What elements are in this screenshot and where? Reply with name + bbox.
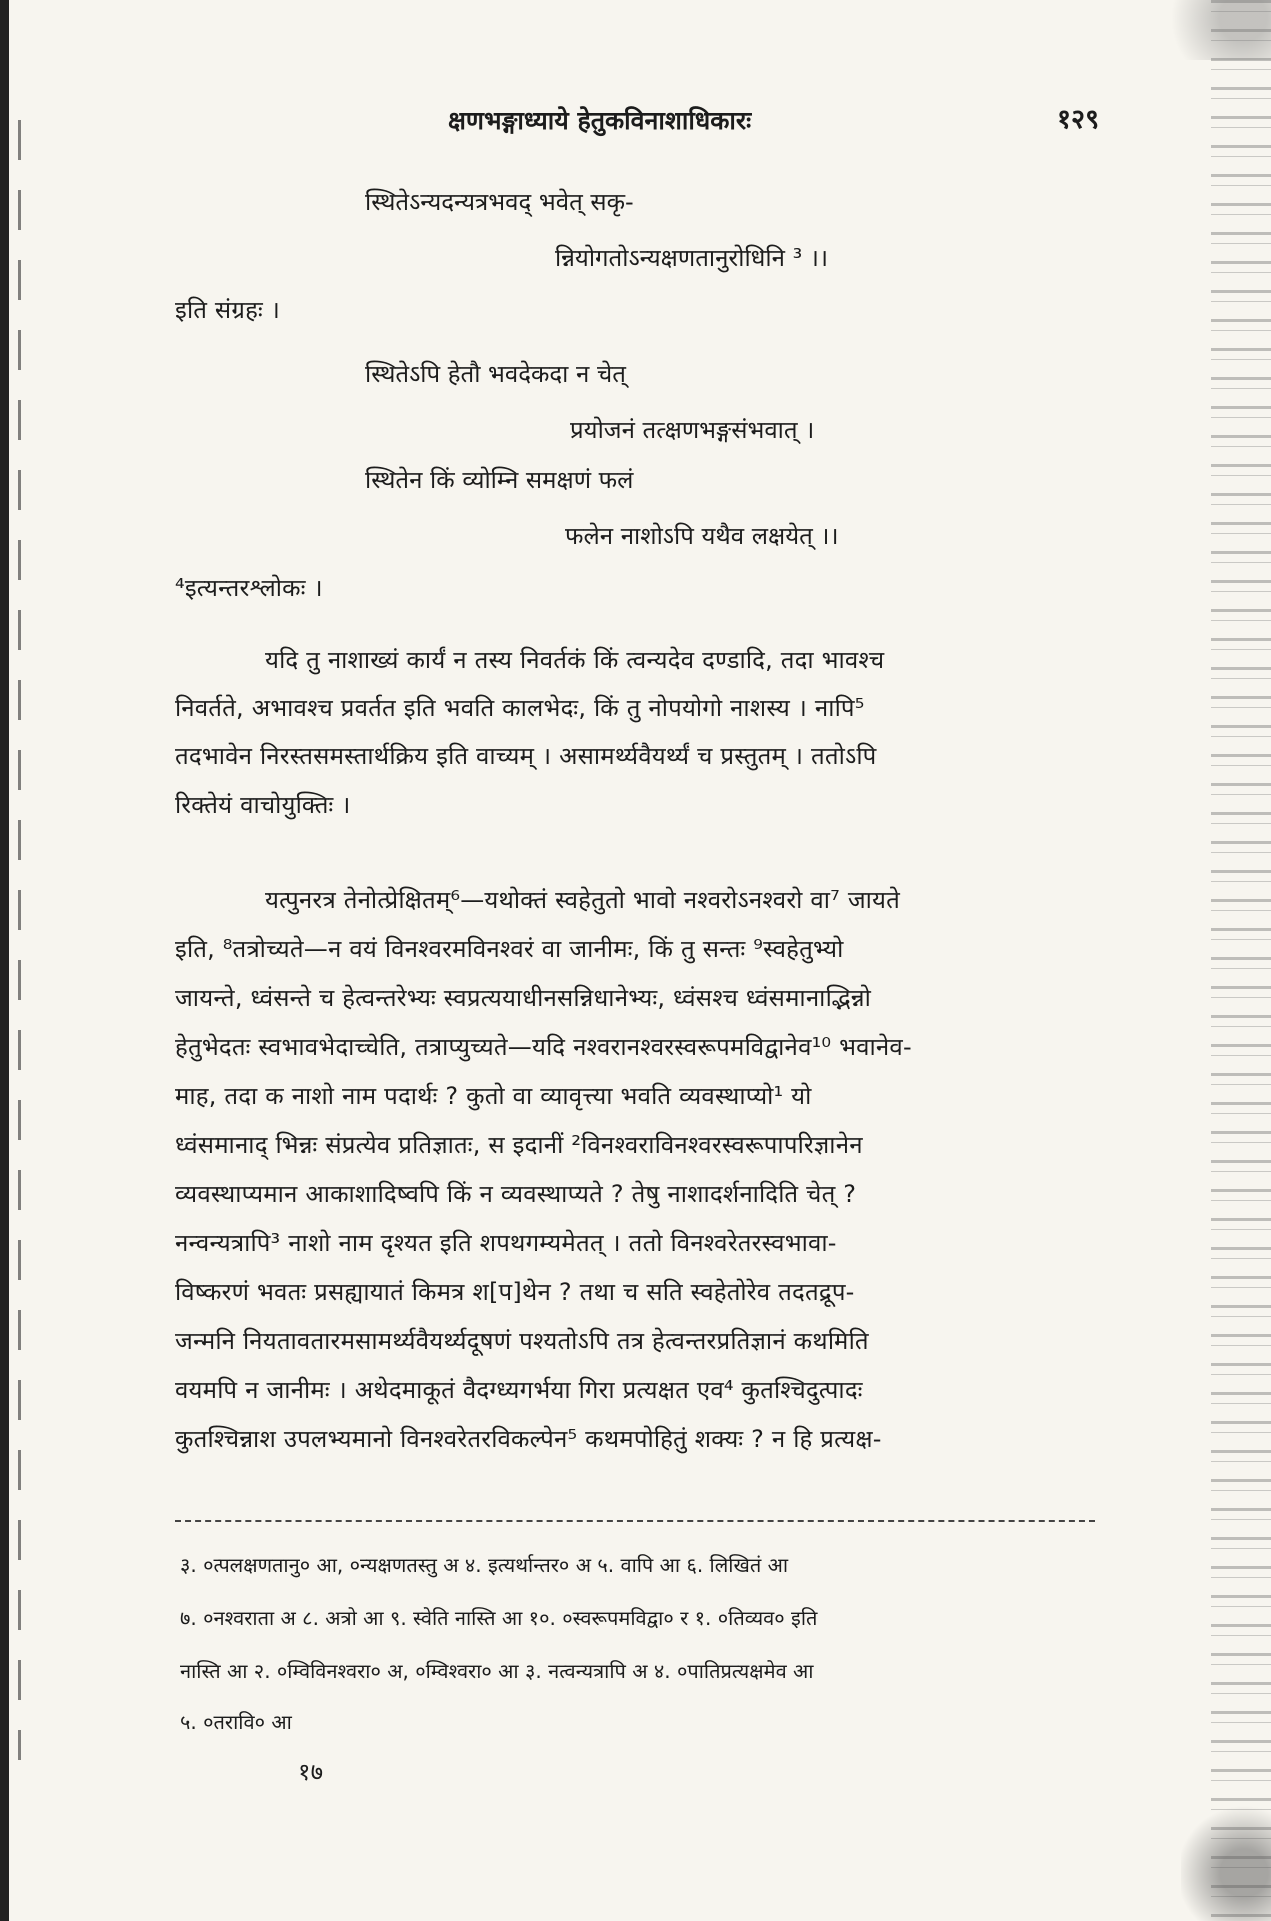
page-number: १२९ bbox=[1057, 104, 1100, 135]
para1-line: रिक्तेयं वाचोयुक्तिः । bbox=[175, 791, 351, 819]
scan-corner-top-right bbox=[1131, 0, 1271, 60]
running-title: क्षणभङ्गाध्याये हेतुकविनाशाधिकारः bbox=[448, 106, 752, 135]
antara-shloka: ⁴इत्यन्तरश्लोकः । bbox=[175, 574, 323, 602]
para2-line: वयमपि न जानीमः । अथेदमाकूतं वैदग्ध्यगर्भया गिरा प्रत्यक्षत एव⁴ कुतश्चिदुत्पादः bbox=[175, 1376, 863, 1404]
footnote-line: ७. ०नश्वराता अ ८. अत्रो आ ९. स्वेति नास्ति आ १०. ०स्वरूपमविद्वा० र १. ०तिव्यव० इति bbox=[180, 1606, 818, 1630]
para1-line: यदि तु नाशाख्यं कार्यं न तस्य निवर्तकं किं त्वन्यदेव दण्डादि, तदा भावश्च bbox=[265, 646, 885, 674]
para2-line: यत्पुनरत्र तेनोत्प्रेक्षितम्⁶—यथोक्तं स्वहेतुतो भावो नश्वरोऽनश्वरो वा⁷ जायते bbox=[265, 886, 901, 914]
iti-sangraha: इति संग्रहः । bbox=[175, 296, 280, 324]
scan-right-edge bbox=[1211, 0, 1271, 1921]
footnote-line: ३. ०त्पलक्षणतानु० आ, ०न्यक्षणतस्तु अ ४. इत्यर्थान्तर० अ ५. वापि आ ६. लिखितं आ bbox=[180, 1553, 789, 1577]
para2-line: हेतुभेदतः स्वभावभेदाच्चेति, तत्राप्युच्यते—यदि नश्वरानश्वरस्वरूपमविद्वानेव¹⁰ भवानेव- bbox=[175, 1033, 912, 1061]
scan-corner-bottom-right bbox=[1181, 1801, 1271, 1921]
verse2-line1: स्थितेऽपि हेतौ भवदेकदा न चेत् bbox=[365, 360, 626, 388]
verse2-line4: फलेन नाशोऽपि यथैव लक्षयेत् ।। bbox=[565, 522, 839, 550]
para2-line: जायन्ते, ध्वंसन्ते च हेत्वन्तरेभ्यः स्वप्रत्ययाधीनसन्निधानेभ्यः, ध्वंसश्च ध्वंसमानाद्भिन्नो bbox=[175, 984, 872, 1012]
para2-line: व्यवस्थाप्यमान आकाशादिष्वपि किं न व्यवस्थाप्यते ? तेषु नाशादर्शनादिति चेत् ? bbox=[175, 1180, 857, 1208]
scan-left-shadow bbox=[18, 120, 21, 1760]
para1-line: तदभावेन निरस्तसमस्तार्थक्रिय इति वाच्यम् । असामर्थ्यवैयर्थ्यं च प्रस्तुतम् । ततोऽपि bbox=[175, 742, 877, 770]
verse2-line3: स्थितेन किं व्योम्नि समक्षणं फलं bbox=[365, 466, 634, 494]
para2-line: इति, ⁸तत्रोच्यते—न वयं विनश्वरमविनश्वरं वा जानीमः, किं तु सन्तः ⁹स्वहेतुभ्यो bbox=[175, 935, 844, 963]
verse1-line2: न्नियोगतोऽन्यक्षणतानुरोधिनि ³ ।। bbox=[555, 244, 829, 272]
para2-line: माह, तदा क नाशो नाम पदार्थः ? कुतो वा व्यावृत्त्या भवति व्यवस्थाप्यो¹ यो bbox=[175, 1082, 812, 1110]
verse2-line2: प्रयोजनं तत्क्षणभङ्गसंभवात् । bbox=[570, 416, 815, 444]
footnote-divider bbox=[175, 1520, 1095, 1522]
para2-line: नन्वन्यत्रापि³ नाशो नाम दृश्यत इति शपथगम्यमेतत् । ततो विनश्वरेतरस्वभावा- bbox=[175, 1229, 837, 1257]
para2-line: कुतश्चिन्नाश उपलभ्यमानो विनश्वरेतरविकल्पेन⁵ कथमपोहितुं शक्यः ? न हि प्रत्यक्ष- bbox=[175, 1425, 882, 1453]
para2-line: विष्करणं भवतः प्रसह्यायातं किमत्र श[प]थेन ? तथा च सति स्वहेतोरेव तदतद्रूप- bbox=[175, 1278, 855, 1306]
scan-left-edge bbox=[0, 0, 9, 1921]
para1-line: निवर्तते, अभावश्च प्रवर्तत इति भवति कालभेदः, किं तु नोपयोगो नाशस्य । नापि⁵ bbox=[175, 694, 865, 722]
verse1-line1: स्थितेऽन्यदन्यत्रभवद् भवेत् सकृ- bbox=[365, 188, 634, 216]
footnote-line: ५. ०तरावि० आ bbox=[180, 1710, 292, 1734]
para2-line: ध्वंसमानाद् भिन्नः संप्रत्येव प्रतिज्ञातः, स इदानीं ²विनश्वराविनश्वरस्वरूपापरिज्ञानेन bbox=[175, 1131, 863, 1159]
para2-line: जन्मनि नियतावतारमसामर्थ्यवैयर्थ्यदूषणं पश्यतोऽपि तत्र हेत्वन्तरप्रतिज्ञानं कथमिति bbox=[175, 1327, 869, 1355]
footnote-line: नास्ति आ २. ०म्विविनश्वरा० अ, ०म्विश्वरा० आ ३. नत्वन्यत्रापि अ ४. ०पातिप्रत्यक्षमेव आ bbox=[180, 1659, 814, 1683]
signature-mark: १७ bbox=[298, 1758, 324, 1786]
